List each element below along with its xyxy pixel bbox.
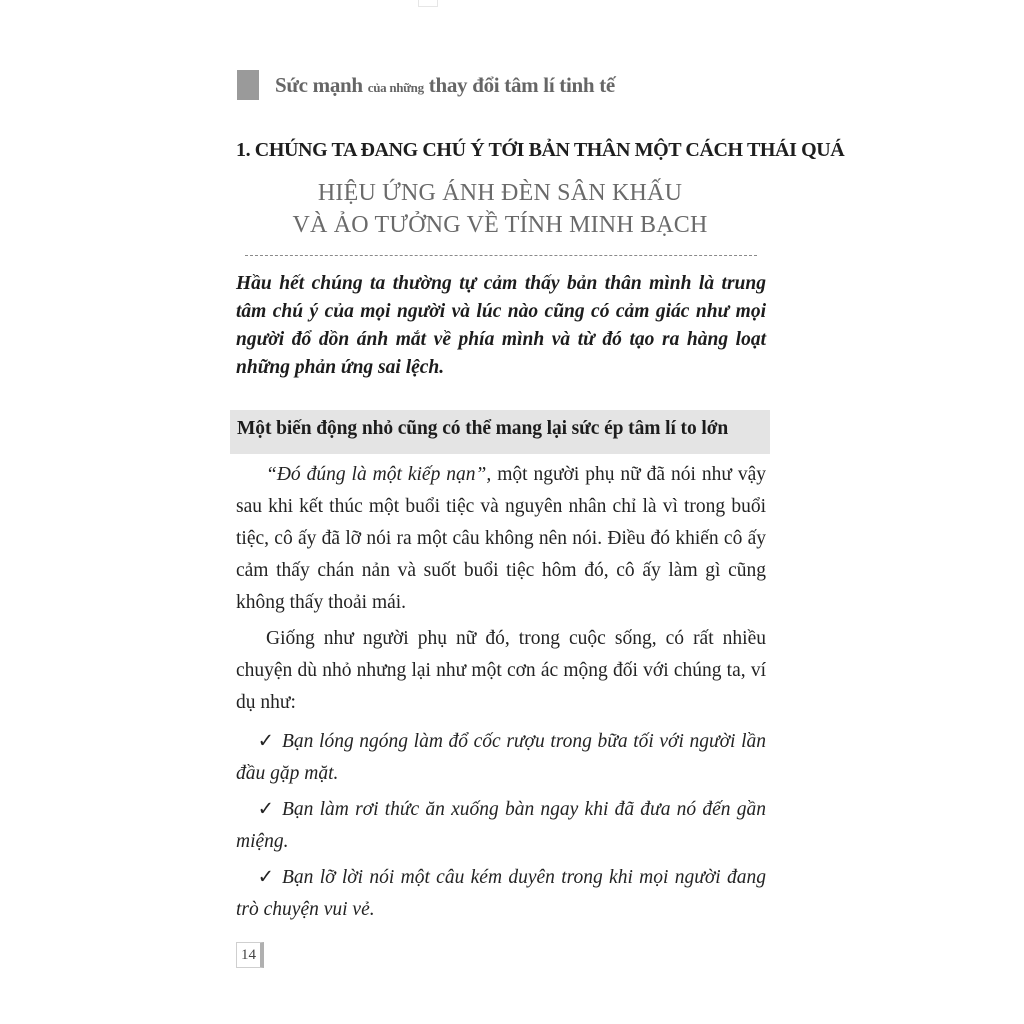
running-header-part2: của những xyxy=(367,79,424,95)
checkmark-icon: ✓ xyxy=(257,799,274,820)
page-top-mark xyxy=(418,0,438,7)
chapter-subtitle-line2: VÀ ẢO TƯỞNG VỀ TÍNH MINH BẠCH xyxy=(292,212,708,238)
paragraph-1 xyxy=(236,459,766,619)
chapter-subtitle-line1: HIỆU ỨNG ÁNH ĐÈN SÂN KHẤU xyxy=(317,180,683,206)
checklist-item xyxy=(236,794,766,858)
section-heading: Một biến động nhỏ cũng có thể mang lại sức ép tâm lí to lớn xyxy=(237,418,729,439)
header-bar-decoration xyxy=(237,70,259,100)
paragraph-1-rest: một người phụ nữ đã nói như vậy sau khi kết thúc một buổi tiệc và nguyên nhân chỉ là vì trong buổi tiệc, cô ấy đã lỡ nói ra một câu không nên nói. Điều đó khiến cô ấy cảm thấy chán nản và suốt buổi tiệc hôm đó, cô ấy làm gì cũng không thấy thoải mái. xyxy=(236,464,766,613)
paragraph-2 xyxy=(236,623,766,719)
checklist-item xyxy=(236,726,766,790)
dashed-divider xyxy=(245,255,757,256)
running-header xyxy=(237,70,615,100)
lead-paragraph: Hầu hết chúng ta thường tự cảm thấy bản thân mình là trung tâm chú ý của mọi người và lúc nào cũng có cảm giác như mọi người đổ dồn ánh mắt về phía mình và từ đó tạo ra hàng loạt những phản ứng sai lệch. xyxy=(236,273,766,378)
paragraph-2-text: Giống như người phụ nữ đó, trong cuộc sống, có rất nhiều chuyện dù nhỏ nhưng lại như một cơn ác mộng đối với chúng ta, ví dụ như: xyxy=(236,628,766,713)
checklist-item xyxy=(236,862,766,926)
paragraph-1-quote-open: “Đó đúng là mộ xyxy=(266,464,397,485)
chapter-title: 1. CHÚNG TA ĐANG CHÚ Ý TỚI BẢN THÂN MỘT CÁCH THÁI QUÁ xyxy=(236,139,845,161)
running-header-title xyxy=(275,73,615,98)
checkmark-icon: ✓ xyxy=(257,867,274,888)
page-number: 14 xyxy=(236,942,264,968)
running-header-part3: thay đổi tâm lí tinh tế xyxy=(428,72,615,97)
checkmark-icon: ✓ xyxy=(257,731,274,752)
checklist-item-text: Bạn lóng ngóng làm đổ cốc rượu trong bữa tối với người lần đầu gặp mặt. xyxy=(236,731,766,784)
running-header-part1: Sức mạnh xyxy=(275,72,363,97)
paragraph-1-quote-italic: t kiếp nạn”, xyxy=(396,464,492,485)
checklist-item-text: Bạn làm rơi thức ăn xuống bàn ngay khi đã đưa nó đến gần miệng. xyxy=(236,799,766,852)
checklist-item-text: Bạn lỡ lời nói một câu kém duyên trong khi mọi người đang trò chuyện vui vẻ. xyxy=(236,867,766,920)
